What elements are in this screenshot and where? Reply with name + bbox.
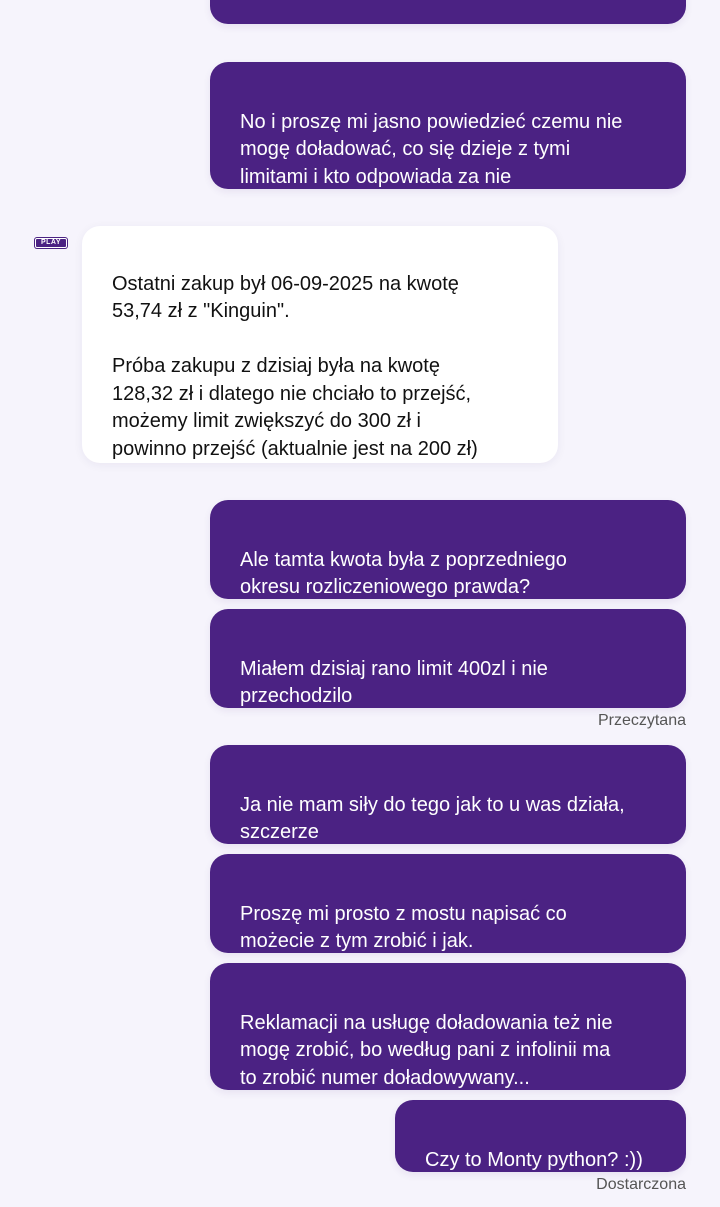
message-text: Ja nie mam siły do tego jak to u was działa, szczerze xyxy=(240,793,625,843)
message-bubble-outgoing[interactable] xyxy=(395,1100,686,1172)
message-bubble-outgoing[interactable] xyxy=(210,963,686,1090)
message-bubble-outgoing[interactable] xyxy=(210,745,686,844)
message-bubble-outgoing[interactable] xyxy=(210,500,686,599)
message-text: Miałem dzisiaj rano limit 400zl i nie przechodzilo xyxy=(240,657,548,707)
message-text: Ale tamta kwota była z poprzedniego okresu rozliczeniowego prawda? xyxy=(240,548,567,598)
message-bubble-outgoing[interactable] xyxy=(210,609,686,708)
message-text: Reklamacji na usługę doładowania też nie mogę zrobić, bo według pani z infolinii ma to zrobić numer doładowywany... xyxy=(240,1011,613,1089)
play-logo-icon xyxy=(34,237,68,249)
logo-text: PLAY xyxy=(35,238,67,248)
message-status-read: Przeczytana xyxy=(597,712,686,729)
message-text: Czy to Monty python? :)) xyxy=(425,1148,643,1171)
message-status-delivered: Dostarczona xyxy=(596,1176,686,1193)
message-bubble-incoming[interactable] xyxy=(82,226,558,463)
message-text: Proszę mi prosto z mostu napisać co możecie z tym zrobić i jak. xyxy=(240,902,567,952)
message-text: No i proszę mi jasno powiedzieć czemu nie mogę doładować, co się dzieje z tymi limitami i kto odpowiada za nie xyxy=(240,110,623,188)
message-bubble-outgoing[interactable] xyxy=(210,854,686,953)
message-bubble-outgoing[interactable] xyxy=(210,0,686,24)
message-bubble-outgoing[interactable] xyxy=(210,62,686,189)
message-text: Ostatni zakup był 06-09-2025 na kwotę 53,74 zł z "Kinguin". Próba zakupu z dzisiaj była na kwotę 128,32 zł i dlatego nie chciało to przejść, możemy limit zwiększyć do 300 zł i powinno przejść (aktualnie jest na 200 zł) xyxy=(112,272,478,460)
